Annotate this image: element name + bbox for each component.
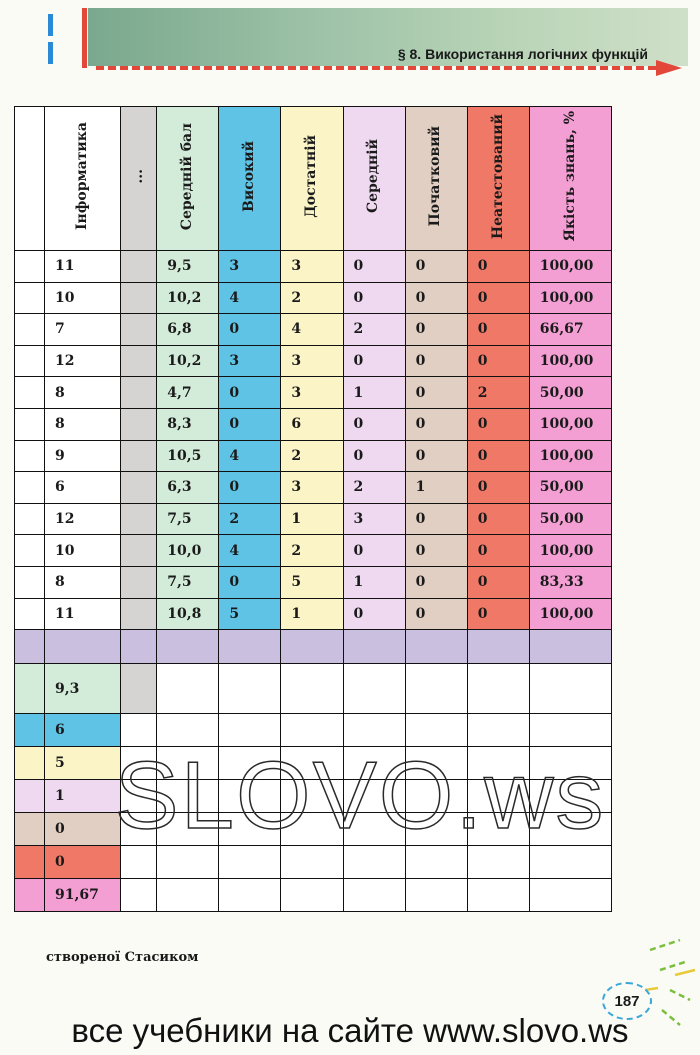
table-row: [15, 440, 612, 472]
table-cell: [121, 535, 157, 567]
table-cell: [121, 345, 157, 377]
table-cell: 10,8: [157, 598, 219, 630]
table-cell: 12: [45, 503, 121, 535]
table-cell: 8: [45, 377, 121, 409]
table-cell: 4: [219, 440, 281, 472]
table-cell: [121, 714, 157, 747]
table-row: [15, 566, 612, 598]
table-cell: 50,00: [529, 377, 611, 409]
table-cell: [281, 714, 343, 747]
table-cell: [467, 664, 529, 714]
table-cell: 6,8: [157, 314, 219, 346]
summary-row: [15, 879, 612, 912]
table-cell: 5: [281, 566, 343, 598]
table-cell: 50,00: [529, 503, 611, 535]
table-cell: 0: [45, 813, 121, 846]
table-cell: [405, 714, 467, 747]
table-cell: 83,33: [529, 566, 611, 598]
table-cell: [467, 879, 529, 912]
table-cell: [121, 282, 157, 314]
table-cell: 9: [45, 440, 121, 472]
table-cell: [157, 714, 219, 747]
table-cell: 0: [405, 345, 467, 377]
table-row: [15, 408, 612, 440]
table-cell: [219, 747, 281, 780]
table-cell: 3: [281, 345, 343, 377]
table-cell: 0: [467, 472, 529, 504]
table-cell: 1: [343, 566, 405, 598]
table-cell: [121, 630, 157, 664]
table-cell: 0: [45, 846, 121, 879]
table-cell: 100,00: [529, 408, 611, 440]
table-cell: 2: [343, 472, 405, 504]
table-cell: 2: [467, 377, 529, 409]
table-cell: 66,67: [529, 314, 611, 346]
table-cell: 0: [467, 598, 529, 630]
table-cell: [405, 846, 467, 879]
table-cell: 10,2: [157, 282, 219, 314]
table-cell: [343, 879, 405, 912]
table-cell: 0: [343, 440, 405, 472]
table-cell: [467, 630, 529, 664]
table-cell: 0: [343, 535, 405, 567]
table-cell: [157, 813, 219, 846]
table-cell: 1: [343, 377, 405, 409]
table-cell: [15, 314, 45, 346]
table-cell: 12: [45, 345, 121, 377]
table-cell: 0: [219, 472, 281, 504]
table-cell: 7,5: [157, 566, 219, 598]
table-cell: [121, 747, 157, 780]
table-row: [15, 282, 612, 314]
table-cell: 1: [281, 598, 343, 630]
table-cell: 0: [405, 535, 467, 567]
table-cell: 100,00: [529, 251, 611, 283]
table-cell: [15, 535, 45, 567]
table-cell: 0: [405, 377, 467, 409]
table-cell: 0: [219, 408, 281, 440]
table-row: [15, 377, 612, 409]
table-cell: [529, 780, 611, 813]
table-row: [15, 472, 612, 504]
table-cell: [121, 377, 157, 409]
header-cell: Неатестований: [467, 107, 529, 251]
table-cell: 0: [405, 314, 467, 346]
table-cell: 0: [219, 377, 281, 409]
table-cell: [405, 664, 467, 714]
table-cell: 50,00: [529, 472, 611, 504]
table-row: [15, 503, 612, 535]
table-cell: [15, 664, 45, 714]
table-row: [15, 598, 612, 630]
table-cell: [467, 813, 529, 846]
table-cell: 0: [343, 598, 405, 630]
table-cell: [281, 813, 343, 846]
table-cell: 0: [467, 503, 529, 535]
table-cell: [121, 251, 157, 283]
table-cell: 0: [467, 251, 529, 283]
summary-row: [15, 714, 612, 747]
page-number: 187: [602, 982, 652, 1020]
table-cell: [529, 747, 611, 780]
header-accent-bar: [48, 42, 53, 64]
table-cell: 3: [281, 251, 343, 283]
table-cell: 10: [45, 535, 121, 567]
table-cell: [15, 846, 45, 879]
table-cell: [15, 377, 45, 409]
table-cell: 5: [219, 598, 281, 630]
table-cell: 0: [405, 566, 467, 598]
table-cell: [15, 630, 45, 664]
table-cell: 11: [45, 251, 121, 283]
table-cell: 0: [343, 345, 405, 377]
table-cell: [343, 714, 405, 747]
table-cell: 0: [467, 345, 529, 377]
table-cell: [121, 780, 157, 813]
table-cell: 3: [343, 503, 405, 535]
table-cell: [121, 314, 157, 346]
table-cell: 0: [405, 251, 467, 283]
table-cell: [219, 714, 281, 747]
table-cell: [467, 846, 529, 879]
table-cell: 0: [467, 440, 529, 472]
table-cell: 4: [219, 535, 281, 567]
table-cell: [219, 813, 281, 846]
header-cell: Якість знань, %: [529, 107, 611, 251]
table-cell: [529, 714, 611, 747]
table-cell: 0: [405, 282, 467, 314]
table-cell: 5: [45, 747, 121, 780]
table-cell: 2: [281, 535, 343, 567]
table-cell: [15, 440, 45, 472]
table-cell: [121, 440, 157, 472]
table-cell: [405, 747, 467, 780]
table-cell: 10: [45, 282, 121, 314]
table-cell: [15, 813, 45, 846]
table-cell: [121, 813, 157, 846]
table-cell: [121, 846, 157, 879]
table-cell: [467, 714, 529, 747]
table-cell: [405, 813, 467, 846]
table-cell: 11: [45, 598, 121, 630]
table-cell: [121, 879, 157, 912]
table-cell: 91,67: [45, 879, 121, 912]
table-cell: [121, 664, 157, 714]
header-cell: Середній бал: [157, 107, 219, 251]
table-cell: [529, 664, 611, 714]
table-cell: 9,5: [157, 251, 219, 283]
table-row: [15, 535, 612, 567]
table-cell: 0: [405, 440, 467, 472]
table-cell: [15, 879, 45, 912]
table-row: [15, 314, 612, 346]
table-cell: [15, 282, 45, 314]
table-cell: 0: [405, 503, 467, 535]
table-cell: [467, 780, 529, 813]
table-cell: [281, 747, 343, 780]
section-title: § 8. Використання логічних функцій: [397, 46, 648, 62]
header-cell: Високий: [219, 107, 281, 251]
table-cell: 4: [219, 282, 281, 314]
table-cell: [467, 747, 529, 780]
table-cell: 6: [45, 714, 121, 747]
table-cell: 9,3: [45, 664, 121, 714]
summary-row: [15, 747, 612, 780]
header-accent-bar: [48, 14, 53, 36]
table-cell: [405, 780, 467, 813]
table-cell: 0: [405, 598, 467, 630]
table-cell: [157, 630, 219, 664]
table-cell: [15, 472, 45, 504]
table-cell: [281, 780, 343, 813]
table-cell: [157, 846, 219, 879]
table-cell: [121, 472, 157, 504]
table-cell: 3: [219, 345, 281, 377]
header-accent-bar: [82, 8, 87, 68]
table-cell: 0: [467, 282, 529, 314]
table-cell: 100,00: [529, 535, 611, 567]
header-cell: Середній: [343, 107, 405, 251]
table-cell: 7,5: [157, 503, 219, 535]
table-cell: 100,00: [529, 282, 611, 314]
table-cell: [15, 598, 45, 630]
table-cell: [157, 879, 219, 912]
table-cell: 8: [45, 566, 121, 598]
table-cell: [281, 630, 343, 664]
table-header-row: [15, 107, 612, 251]
summary-row: [15, 813, 612, 846]
table-cell: 100,00: [529, 345, 611, 377]
table-cell: 6: [281, 408, 343, 440]
table-cell: [15, 714, 45, 747]
table-cell: [343, 780, 405, 813]
table-cell: 0: [467, 566, 529, 598]
separator-row: [15, 630, 612, 664]
grades-table: [14, 106, 612, 912]
table-cell: [343, 664, 405, 714]
table-cell: [219, 630, 281, 664]
table-cell: 3: [281, 472, 343, 504]
table-cell: [219, 664, 281, 714]
table-cell: 4,7: [157, 377, 219, 409]
header-cell: Достатній: [281, 107, 343, 251]
table-cell: [529, 846, 611, 879]
table-cell: 0: [343, 251, 405, 283]
table-cell: 3: [219, 251, 281, 283]
table-cell: [15, 251, 45, 283]
table-cell: 0: [405, 408, 467, 440]
summary-row: [15, 846, 612, 879]
table-cell: 10,5: [157, 440, 219, 472]
arrow-icon: [656, 60, 682, 76]
table-cell: [219, 780, 281, 813]
table-cell: [45, 630, 121, 664]
summary-row: [15, 664, 612, 714]
table-cell: [15, 747, 45, 780]
table-cell: 0: [219, 314, 281, 346]
table-cell: [281, 846, 343, 879]
table-cell: [15, 345, 45, 377]
table-cell: [219, 879, 281, 912]
table-cell: 1: [281, 503, 343, 535]
table-cell: 10,0: [157, 535, 219, 567]
header-cell: [15, 107, 45, 251]
table-cell: [157, 747, 219, 780]
table-cell: [343, 630, 405, 664]
table-cell: 2: [219, 503, 281, 535]
table-cell: 0: [343, 408, 405, 440]
table-cell: [405, 879, 467, 912]
header-cell: Інформатика: [45, 107, 121, 251]
table-cell: 100,00: [529, 598, 611, 630]
table-cell: 0: [467, 314, 529, 346]
caption: створеної Стасиком: [46, 950, 199, 965]
header-cell: Початковий: [405, 107, 467, 251]
table-cell: 0: [467, 408, 529, 440]
table-cell: 2: [343, 314, 405, 346]
table-cell: 0: [219, 566, 281, 598]
table-cell: 4: [281, 314, 343, 346]
table-cell: [405, 630, 467, 664]
table-row: [15, 251, 612, 283]
table-cell: [529, 813, 611, 846]
table-cell: [529, 630, 611, 664]
table-cell: 2: [281, 282, 343, 314]
table-cell: [157, 780, 219, 813]
table-cell: 100,00: [529, 440, 611, 472]
table-cell: 0: [467, 535, 529, 567]
table-cell: [343, 813, 405, 846]
table-cell: 6: [45, 472, 121, 504]
table-cell: [281, 664, 343, 714]
table-cell: [15, 503, 45, 535]
table-cell: [15, 408, 45, 440]
table-cell: 1: [405, 472, 467, 504]
table-cell: 10,2: [157, 345, 219, 377]
table-cell: [219, 846, 281, 879]
table-cell: 3: [281, 377, 343, 409]
table-cell: [529, 879, 611, 912]
table-cell: 7: [45, 314, 121, 346]
table-cell: [281, 879, 343, 912]
table-cell: [121, 598, 157, 630]
table-cell: 1: [45, 780, 121, 813]
table-cell: [343, 747, 405, 780]
table-cell: [15, 566, 45, 598]
table-cell: 8: [45, 408, 121, 440]
table-row: [15, 345, 612, 377]
table-cell: 0: [343, 282, 405, 314]
header-dashed-line: [96, 66, 656, 70]
table-cell: [121, 566, 157, 598]
table-cell: 2: [281, 440, 343, 472]
footer-text: все учебники на сайте www.slovo.ws: [71, 1012, 629, 1049]
table-cell: 6,3: [157, 472, 219, 504]
table-cell: [121, 503, 157, 535]
table-cell: [343, 846, 405, 879]
header-cell: ...: [121, 107, 157, 251]
table-cell: [15, 780, 45, 813]
table-cell: [121, 408, 157, 440]
summary-row: [15, 780, 612, 813]
table-cell: 8,3: [157, 408, 219, 440]
table-cell: [157, 664, 219, 714]
